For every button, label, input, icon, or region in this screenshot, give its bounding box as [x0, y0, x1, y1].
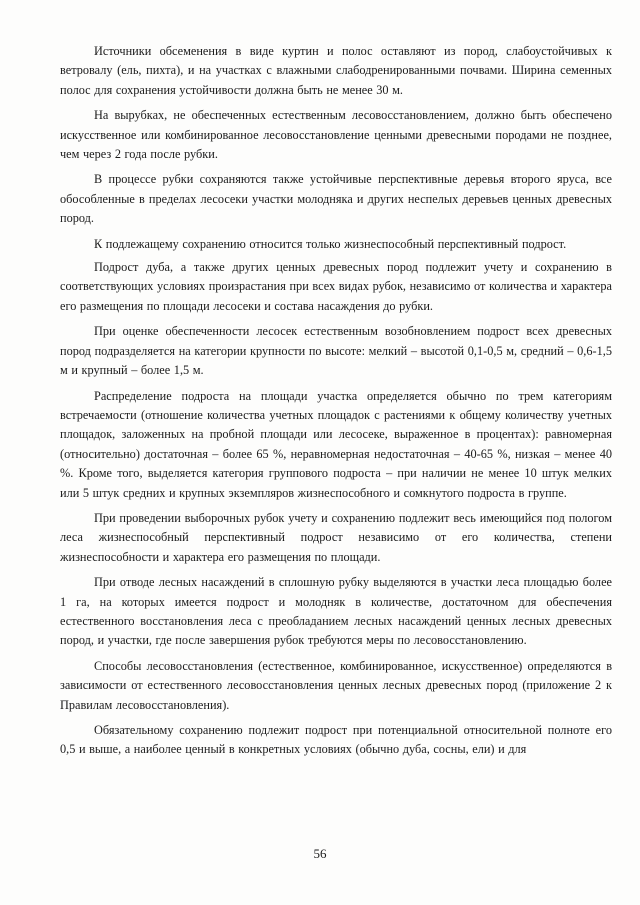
paragraph-occurrence-categories: Распределение подроста на площади участка определяется обычно по трем категориям встречаемости (отношение количества учетных площадок с растениями к общему количеству учетных площадок, заложенных на пробной площади или лесосеке, выраженное в процентах): равномерная (относительно) достаточная – более 65 %, неравномерная недостаточная – 40-65 %, низкая – менее 40 %. Кроме того, выделяется категория группового подроста – при наличии не менее 10 штук мелких или 5 штук средних и крупных экземпляров жизнеспособного и сомкнутого подроста в группе.	[60, 388, 612, 500]
paragraph-viable-undergrowth: К подлежащему сохранению относится только жизнеспособный перспективный подрост.	[94, 236, 567, 251]
page-body	[60, 42, 612, 766]
paragraph-clearcut-allocation: При отводе лесных насаждений в сплошную рубку выделяются в участки леса площадью более 1 га, на которых имеется подрост и молодняк в количестве, достаточном для обеспечения естественного восстановления леса с преобладанием лесных насаждений ценных лесных древесных пород, и участки, где после завершения рубок требуются меры по лесовосстановлению.	[60, 575, 612, 648]
paragraph-size-categories: При оценке обеспеченности лесосек естественным возобновлением подрост всех древесных пород подразделяется на категории крупности по высоте: мелкий – высотой 0,1-0,5 м, средний – 0,6-1,5 м и крупный – более 1,5 м.	[60, 324, 612, 378]
paragraph-mandatory-preservation: Обязательному сохранению подлежит подрост при потенциальной относительной полноте его 0,5 и выше, а наиболее ценный в конкретных условиях (обычно дуба, сосны, ели) и для	[60, 723, 612, 757]
paragraph-seed-sources: Источники обсеменения в виде куртин и полос оставляют из пород, слабоустойчивых к ветровалу (ель, пихта), и на участках с влажными слабодренированными почвами. Ширина семенных полос для сохранения устойчивости должна быть не менее 30 м.	[60, 44, 612, 97]
paragraph-second-tier-trees: В процессе рубки сохраняются также устойчивые перспективные деревья второго яруса, все обособленные в пределах лесосеки участки молодняка и других неспелых деревьев ценных древесных пород.	[60, 172, 612, 226]
paragraph-reforestation-methods: Способы лесовосстановления (естественное, комбинированное, искусственное) определяются в зависимости от естественного лесовосстановления ценных лесных древесных пород (приложение 2 к Правилам лесовосстановления).	[60, 658, 612, 712]
page-number: 56	[313, 846, 327, 861]
paragraph-oak-undergrowth: Подрост дуба, а также других ценных древесных пород подлежит учету и сохранению в соответствующих условиях произрастания при всех видах рубок, независимо от количества и характера его размещения по площади лесосеки и состава насаждения до рубки.	[60, 260, 612, 313]
paragraph-clearcut-reforestation: На вырубках, не обеспеченных естественным лесовосстановлением, должно быть обеспечено искусственное или комбинированное лесовосстановление ценными древесными породами не позднее, чем через 2 года после рубки.	[60, 108, 612, 162]
paragraph-selective-felling: При проведении выборочных рубок учету и сохранению подлежит весь имеющийся под пологом леса жизнеспособный перспективный подрост независимо от его количества, степени жизнеспособности и характера его размещения по площади.	[60, 510, 612, 564]
